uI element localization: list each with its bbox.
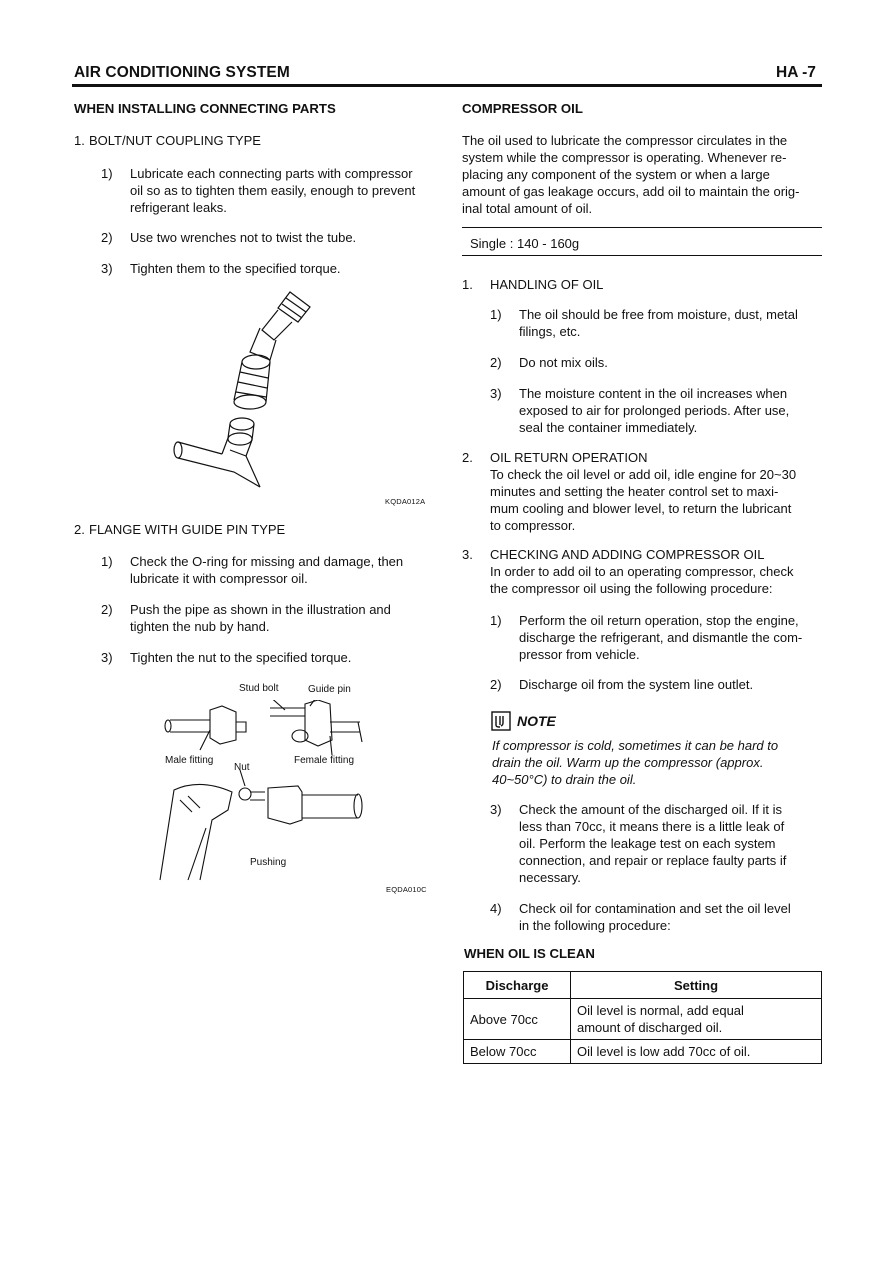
clean-oil-heading: WHEN OIL IS CLEAN (464, 946, 595, 961)
item-number: 3) (101, 261, 113, 276)
note-text: If compressor is cold, sometimes it can be hard to drain the oil. Warm up the compressor (approx. 40~50°C) to drain the oil. (492, 738, 779, 787)
section-number: 3. (462, 547, 473, 562)
table-row (464, 1040, 822, 1064)
label-guide-pin: Guide pin (308, 684, 351, 695)
item-text: Discharge oil from the system line outlet. (519, 677, 754, 692)
section-number: 1. (462, 277, 473, 292)
item-number: 1) (490, 307, 502, 322)
item-number: 1) (490, 613, 502, 628)
table-cell: Above 70cc (464, 999, 571, 1040)
section-body: OIL RETURN OPERATION To check the oil level or add oil, idle engine for 20~30 minutes and setting the heater control set to maxi- mum cooling and blower level, to return the lubricant to compressor. (490, 450, 797, 533)
intro-paragraph: The oil used to lubricate the compressor circulates in the system while the compressor is operating. Whenever re- placing any component of the system or when a large amount of gas leakage occurs, add oil to maintain the orig- inal total amount of oil. (462, 133, 800, 216)
header-rule (72, 84, 822, 87)
label-nut: Nut (234, 762, 250, 773)
label-pushing: Pushing (250, 857, 287, 868)
section-number: 1. (74, 133, 85, 148)
table-cell: Oil level is normal, add equal amount of discharged oil. (571, 999, 822, 1040)
label-female-fitting: Female fitting (294, 755, 355, 766)
table-header: Setting (571, 972, 822, 999)
item-text: The moisture content in the oil increases when exposed to air for prolonged periods. After use, seal the container immediately. (519, 386, 790, 435)
item-number: 2) (490, 677, 502, 692)
item-text: Do not mix oils. (519, 355, 608, 370)
table-cell: Oil level is low add 70cc of oil. (571, 1040, 822, 1064)
page-header-title: AIR CONDITIONING SYSTEM (74, 64, 290, 81)
item-number: 1) (101, 166, 113, 181)
item-number: 1) (101, 554, 113, 569)
item-number: 2) (101, 230, 113, 245)
item-number: 3) (490, 386, 502, 401)
table-header: Discharge (464, 972, 571, 999)
section-number: 2. (462, 450, 473, 465)
item-text: Check oil for contamination and set the oil level in the following procedure: (519, 901, 791, 933)
item-text: Check the O-ring for missing and damage, then lubricate it with compressor oil. (130, 554, 404, 586)
section-number: 2. (74, 522, 85, 537)
item-text: Check the amount of the discharged oil. If it is less than 70cc, it means there is a little leak of oil. Perform the leakage test on each system connection, and repair or replace faulty parts if necessary. (519, 802, 787, 885)
oil-setting-table (463, 971, 822, 1064)
spec-rule-bottom (462, 255, 822, 256)
section-title: BOLT/NUT COUPLING TYPE (89, 133, 261, 148)
item-text: Tighten them to the specified torque. (130, 261, 341, 276)
item-text: Use two wrenches not to twist the tube. (130, 230, 357, 245)
item-number: 2) (490, 355, 502, 370)
note-icon (491, 711, 511, 731)
oil-spec: Single : 140 - 160g (470, 236, 580, 251)
item-text: The oil should be free from moisture, dust, metal filings, etc. (519, 307, 798, 339)
table-row (464, 999, 822, 1040)
right-heading: COMPRESSOR OIL (462, 101, 583, 116)
figure-code: KQDA012A (385, 497, 426, 506)
label-stud-bolt: Stud bolt (239, 683, 279, 694)
item-number: 2) (101, 602, 113, 617)
page-number: HA -7 (776, 64, 816, 81)
table-cell: Below 70cc (464, 1040, 571, 1064)
item-text: Push the pipe as shown in the illustration and tighten the nub by hand. (130, 602, 391, 634)
note-title: NOTE (517, 713, 556, 729)
bolt-nut-coupling-illustration (170, 282, 340, 492)
item-text: Lubricate each connecting parts with compressor oil so as to tighten them easily, enough to prevent refrigerant leaks. (130, 166, 416, 215)
spec-rule-top (462, 227, 822, 228)
section-title: FLANGE WITH GUIDE PIN TYPE (89, 522, 286, 537)
section-body: CHECKING AND ADDING COMPRESSOR OIL In order to add oil to an operating compressor, check the compressor oil using the following procedure: (490, 547, 794, 596)
item-text: Perform the oil return operation, stop the engine, discharge the refrigerant, and dismantle the com- pressor from vehicle. (519, 613, 803, 662)
label-male-fitting: Male fitting (165, 755, 214, 766)
item-number: 3) (490, 802, 502, 817)
figure-code: EQDA010C (386, 885, 427, 894)
section-title: HANDLING OF OIL (490, 277, 604, 292)
item-number: 3) (101, 650, 113, 665)
item-text: Tighten the nut to the specified torque. (130, 650, 352, 665)
left-heading: WHEN INSTALLING CONNECTING PARTS (74, 101, 336, 116)
item-number: 4) (490, 901, 502, 916)
